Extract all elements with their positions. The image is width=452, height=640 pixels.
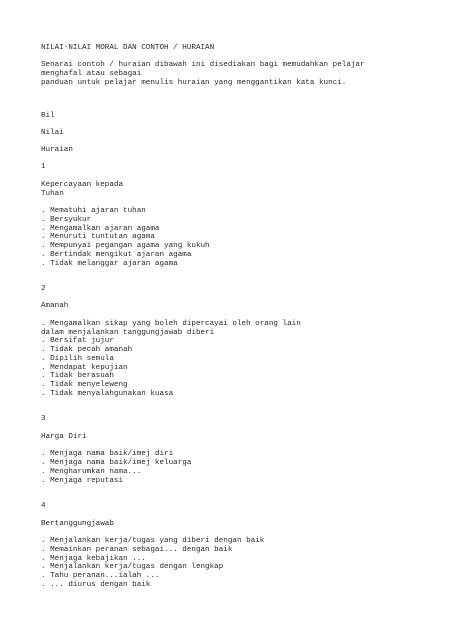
description-line: . Bersyukur <box>41 216 92 224</box>
description-line: . Tidak berasuah <box>41 372 114 380</box>
entry-number: 4 <box>41 502 46 510</box>
column-heading-bil: Bil <box>41 112 55 120</box>
intro-line: panduan untuk pelajar menulis huraian yang menggantikan kata kunci. <box>41 79 347 87</box>
description-line: . Tidak menyalahgunakan kuasa <box>41 390 174 398</box>
description-line: . Menjaga kebajikan ... <box>41 555 146 563</box>
description-line: . Menjalankan kerja/tugas yang diberi dengan baik <box>41 537 265 545</box>
description-line: . Mempunyai pegangan agama yang kukuh <box>41 242 210 250</box>
value-name: Kepercayaan kepada <box>41 181 124 189</box>
description-line: . Tidak menyeleweng <box>41 381 128 389</box>
description-line: . Tahu peranan...ialah ... <box>41 572 160 580</box>
column-heading-nilai: Nilai <box>41 129 64 137</box>
description-line: . ... diurus dengan baik <box>41 581 151 589</box>
description-line: . Menuruti tuntutan agama <box>41 233 155 241</box>
value-name: Harga Diri <box>41 433 87 441</box>
value-name: Tuhan <box>41 190 64 198</box>
value-name: Bertanggungjawab <box>41 520 114 528</box>
description-line: . Menjalankan kerja/tugas dengan lengkap <box>41 563 224 571</box>
intro-line: Senarai contoh / huraian dibawah ini disediakan bagi memudahkan pelajar <box>41 61 365 69</box>
entry-number: 2 <box>41 285 46 293</box>
value-name: Amanah <box>41 302 69 310</box>
description-line: . Menjaga nama baik/imej diri <box>41 450 174 458</box>
description-line: . Mendapat kepujian <box>41 364 128 372</box>
description-line: . Bertindak mengikut ajaran agama <box>41 251 192 259</box>
description-line: . Mengharumkan nama... <box>41 468 142 476</box>
description-line: . Memainkan peranan sebagai... dengan baik <box>41 546 233 554</box>
description-line: . Mematuhi ajaran tuhan <box>41 207 146 215</box>
description-line: . Bersifat jujur <box>41 337 114 345</box>
description-line: dalam menjalankan tanggungjawab diberi <box>41 329 215 337</box>
description-line: . Menjaga reputasi <box>41 477 124 485</box>
document-title: NILAI-NILAI MORAL DAN CONTOH / HURAIAN <box>41 44 215 52</box>
intro-line: menghafal atau sebagai <box>41 70 142 78</box>
description-line: . Dipilih semula <box>41 355 114 363</box>
column-heading-huraian: Huraian <box>41 146 73 154</box>
description-line: . Menjaga nama baik/imej keluarga <box>41 459 192 467</box>
description-line: . Tidak melanggar ajaran agama <box>41 260 178 268</box>
description-line: . Mengamalkan sikap yang boleh dipercayai oleh orang lain <box>41 320 301 328</box>
description-line: . Tidak pecah amanah <box>41 346 133 354</box>
description-line: . Mengamalkan ajaran agama <box>41 225 160 233</box>
entry-number: 1 <box>41 163 46 171</box>
entry-number: 3 <box>41 415 46 423</box>
